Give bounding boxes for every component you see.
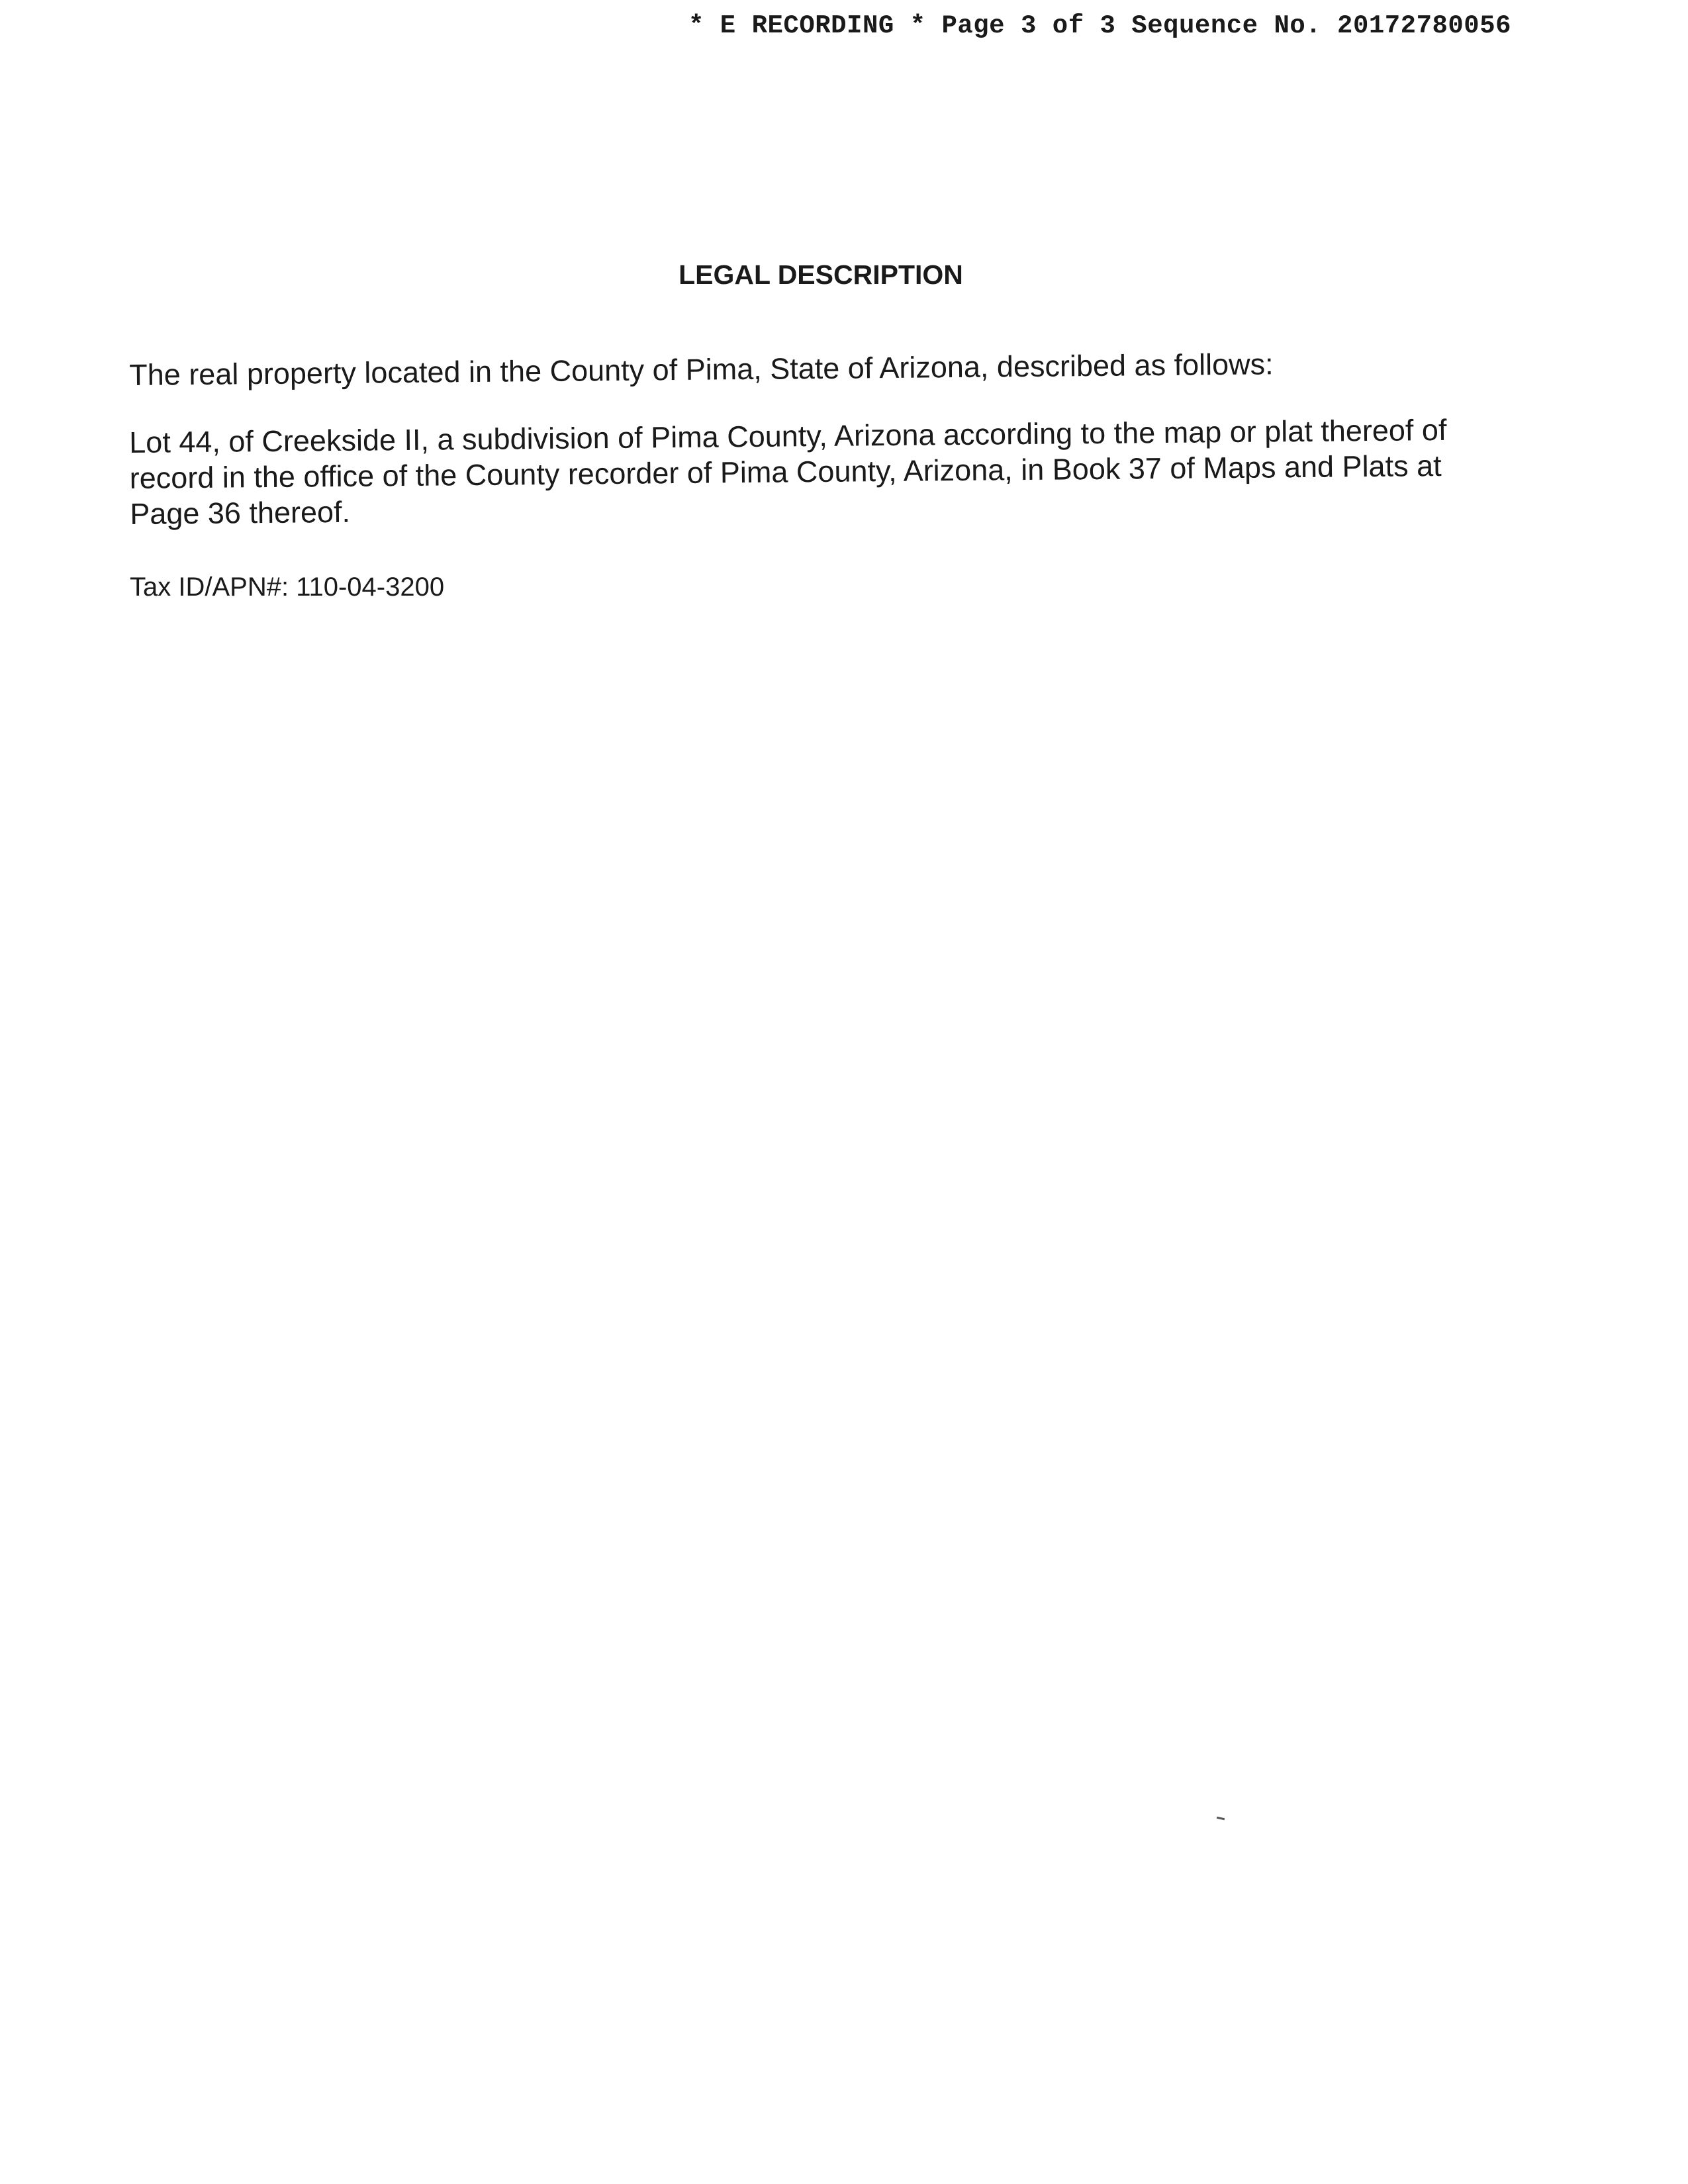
- recording-header: * E RECORDING * Page 3 of 3 Sequence No. 20172780056: [688, 11, 1511, 40]
- description-line: Lot 44, of Creekside II, a subdivision of Pima County, Arizona according to the map or plat thereof of: [129, 412, 1447, 459]
- page-title: LEGAL DESCRIPTION: [679, 259, 963, 290]
- tax-id-apn: Tax ID/APN#: 110-04-3200: [130, 572, 445, 602]
- scan-mark: [1217, 1817, 1225, 1820]
- legal-description-paragraph: [129, 412, 1493, 532]
- description-line: Page 36 thereof.: [130, 494, 351, 531]
- intro-paragraph: The real property located in the County of Pima, State of Arizona, described as follows:: [129, 347, 1274, 392]
- description-line: record in the office of the County recorder of Pima County, Arizona, in Book 37 of Maps and Plats at: [129, 448, 1442, 495]
